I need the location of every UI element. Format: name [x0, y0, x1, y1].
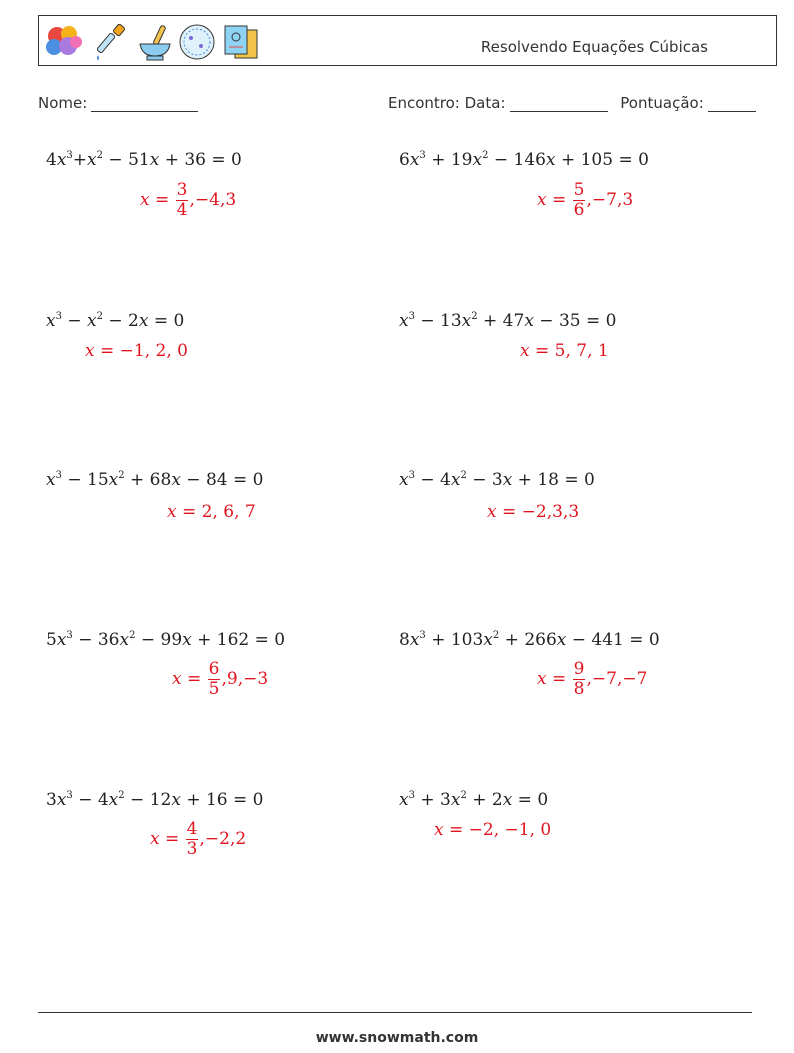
answer-1 [140, 181, 236, 220]
answer-roots: −2, −1, 0 [468, 820, 552, 840]
equation-part: 2 [471, 311, 478, 322]
equation-part: + 162 = 0 [191, 630, 286, 650]
equation-part: 3 [408, 790, 415, 801]
equation-part: + 2 [466, 790, 503, 810]
equation-part: x [56, 150, 67, 170]
equation-part: 3 [408, 311, 415, 322]
equation-part: x [182, 630, 192, 650]
answer-roots: 2, 6, 7 [201, 502, 256, 522]
answer-roots: ,−4,3 [189, 190, 237, 210]
answer-equals: = [94, 341, 120, 361]
answer-5 [167, 502, 256, 522]
equation-part: x [119, 630, 130, 650]
answer-variable: x [172, 669, 182, 689]
equation-part: x [461, 311, 472, 331]
equation-part: x [472, 150, 483, 170]
fraction-denominator: 4 [176, 200, 188, 220]
fraction-denominator: 6 [573, 200, 585, 220]
score-label: Pontuação: [620, 94, 704, 112]
equation-part: x [56, 630, 67, 650]
answer-10 [434, 820, 551, 840]
equation-part: x [502, 790, 513, 810]
problem-6 [399, 470, 595, 490]
equation-part: − 36 [72, 630, 120, 650]
equation-part: x [46, 470, 56, 490]
fraction-numerator: 9 [573, 659, 585, 679]
name-field [38, 94, 198, 112]
answer-variable: x [167, 502, 177, 522]
equation-part: − 146 [488, 150, 546, 170]
answer-equals: = [496, 502, 522, 522]
equation-part: 2 [482, 150, 489, 161]
answer-7 [172, 660, 268, 699]
answer-roots: ,−7,3 [586, 190, 634, 210]
equation-part: 5 [46, 630, 57, 650]
fraction-numerator: 6 [208, 659, 220, 679]
problem-5 [46, 470, 263, 490]
name-blank[interactable] [91, 95, 198, 112]
equation-part: − 441 = 0 [566, 630, 660, 650]
equation-part: x [556, 630, 567, 650]
equation-part: x [483, 630, 493, 650]
equation-part: 3 [66, 630, 73, 641]
answer-variable: x [537, 669, 547, 689]
answer-variable: x [150, 829, 160, 849]
worksheet-header [38, 15, 777, 66]
answer-equals: = [443, 820, 469, 840]
fraction-numerator: 5 [573, 180, 585, 200]
equation-part: 8 [399, 630, 410, 650]
equation-part: − [61, 311, 88, 331]
answer-equals: = [176, 502, 202, 522]
equation-part: 2 [460, 470, 467, 481]
equation-part: x [108, 470, 119, 490]
equation-part: x [409, 150, 420, 170]
fraction-numerator: 3 [176, 180, 188, 200]
answer-variable: x [434, 820, 444, 840]
equation-part: − 15 [61, 470, 109, 490]
answer-variable: x [537, 190, 547, 210]
answer-3 [85, 341, 188, 361]
answer-equals: = [546, 669, 572, 689]
answer-fraction [208, 660, 221, 699]
answer-fraction [573, 181, 586, 220]
equation-part: − 2 [103, 311, 139, 331]
pipette-icon [91, 22, 131, 62]
equation-part: 2 [460, 790, 467, 801]
answer-fraction [186, 820, 199, 859]
problem-4 [399, 311, 616, 331]
equation-part: x [524, 311, 534, 331]
equation-part: + 3 [414, 790, 451, 810]
equation-part: x [545, 150, 556, 170]
equation-part: 3 [408, 470, 415, 481]
footer-divider [38, 1012, 752, 1013]
mortar-pestle-icon [135, 22, 175, 62]
equation-part: + 47 [477, 311, 525, 331]
answer-6 [487, 502, 579, 522]
answer-variable: x [487, 502, 497, 522]
equation-part: − 35 = 0 [533, 311, 617, 331]
equation-part: 2 [118, 470, 125, 481]
answer-equals: = [546, 190, 572, 210]
problem-7 [46, 630, 285, 650]
fraction-numerator: 4 [186, 819, 198, 839]
answer-equals: = [529, 341, 555, 361]
score-blank[interactable] [708, 95, 756, 112]
equation-part: 6 [399, 150, 410, 170]
equation-part: x [46, 311, 56, 331]
problem-9 [46, 790, 263, 810]
equation-part: − 84 = 0 [180, 470, 264, 490]
science-book-icon [221, 22, 261, 62]
equation-part: 3 [66, 150, 73, 161]
equation-part: 3 [419, 630, 426, 641]
answer-variable: x [140, 190, 150, 210]
answer-2 [537, 181, 633, 220]
answer-variable: x [85, 341, 95, 361]
answer-roots: ,−2,2 [199, 829, 247, 849]
answer-roots: ,−7,−7 [586, 669, 648, 689]
equation-part: + 266 [499, 630, 557, 650]
equation-part: − 4 [72, 790, 109, 810]
equation-part: 3 [46, 790, 57, 810]
answer-roots: −1, 2, 0 [119, 341, 188, 361]
equation-part: + 16 = 0 [180, 790, 264, 810]
petri-dish-icon [177, 22, 217, 62]
equation-part: 2 [96, 311, 103, 322]
equation-part: x [502, 470, 513, 490]
encounter-field [388, 94, 756, 112]
answer-variable: x [520, 341, 530, 361]
equation-part: + 68 [124, 470, 172, 490]
equation-part: + 18 = 0 [512, 470, 595, 490]
problem-3 [46, 311, 184, 331]
footer-url[interactable]: www.snowmath.com [315, 1030, 479, 1046]
equation-part: − 12 [124, 790, 172, 810]
equation-part: x [399, 470, 409, 490]
equation-part: x [399, 311, 409, 331]
answer-roots: ,9,−3 [221, 669, 269, 689]
equation-part: 2 [96, 150, 104, 161]
answer-equals: = [159, 829, 185, 849]
equation-part: − 3 [466, 470, 503, 490]
equation-part: + 19 [425, 150, 473, 170]
equation-part: x [138, 311, 149, 331]
problem-2 [399, 150, 649, 170]
answer-4 [520, 341, 609, 361]
equation-part: x [108, 790, 119, 810]
equation-part: x [450, 470, 461, 490]
problem-8 [399, 630, 660, 650]
equation-part: 2 [492, 630, 500, 641]
equation-part: x [56, 790, 67, 810]
answer-roots: 5, 7, 1 [554, 341, 609, 361]
answer-fraction [573, 660, 586, 699]
equation-part: x [171, 790, 181, 810]
equation-part: + [72, 150, 88, 170]
answer-equals: = [181, 669, 207, 689]
equation-part: + 105 = 0 [555, 150, 649, 170]
equation-part: x [171, 470, 181, 490]
equation-part: x [149, 150, 160, 170]
equation-part: 3 [419, 150, 426, 161]
equation-part: − 99 [135, 630, 183, 650]
equation-part: 3 [66, 790, 73, 801]
fraction-denominator: 8 [573, 679, 585, 699]
answer-roots: −2,3,3 [521, 502, 580, 522]
equation-part: 4 [46, 150, 57, 170]
equation-part: 2 [129, 630, 136, 641]
equation-part: x [450, 790, 461, 810]
name-label: Nome: [38, 94, 88, 112]
equation-part: 3 [55, 311, 62, 322]
encounter-label: Encontro: Data: [388, 94, 506, 112]
problem-10 [399, 790, 548, 810]
answer-8 [537, 660, 647, 699]
worksheet-title: Resolvendo Equações Cúbicas [480, 38, 708, 56]
equation-part: − 13 [414, 311, 462, 331]
equation-part: x [399, 790, 409, 810]
equation-part: + 36 = 0 [159, 150, 242, 170]
equation-part: = 0 [512, 790, 549, 810]
answer-equals: = [149, 190, 175, 210]
equation-part: x [87, 311, 97, 331]
answer-fraction [176, 181, 189, 220]
fraction-denominator: 5 [208, 679, 220, 699]
problem-1 [46, 150, 242, 170]
equation-part: 2 [118, 790, 125, 801]
equation-part: x [87, 150, 97, 170]
equation-part: − 4 [414, 470, 451, 490]
equation-part: 3 [55, 470, 62, 481]
answer-9 [150, 820, 246, 859]
date-blank[interactable] [510, 95, 608, 112]
equation-part: + 103 [425, 630, 484, 650]
fraction-denominator: 3 [186, 839, 198, 859]
balloons-icon [44, 22, 84, 62]
equation-part: x [409, 630, 420, 650]
equation-part: = 0 [148, 311, 185, 331]
equation-part: − 51 [103, 150, 150, 170]
